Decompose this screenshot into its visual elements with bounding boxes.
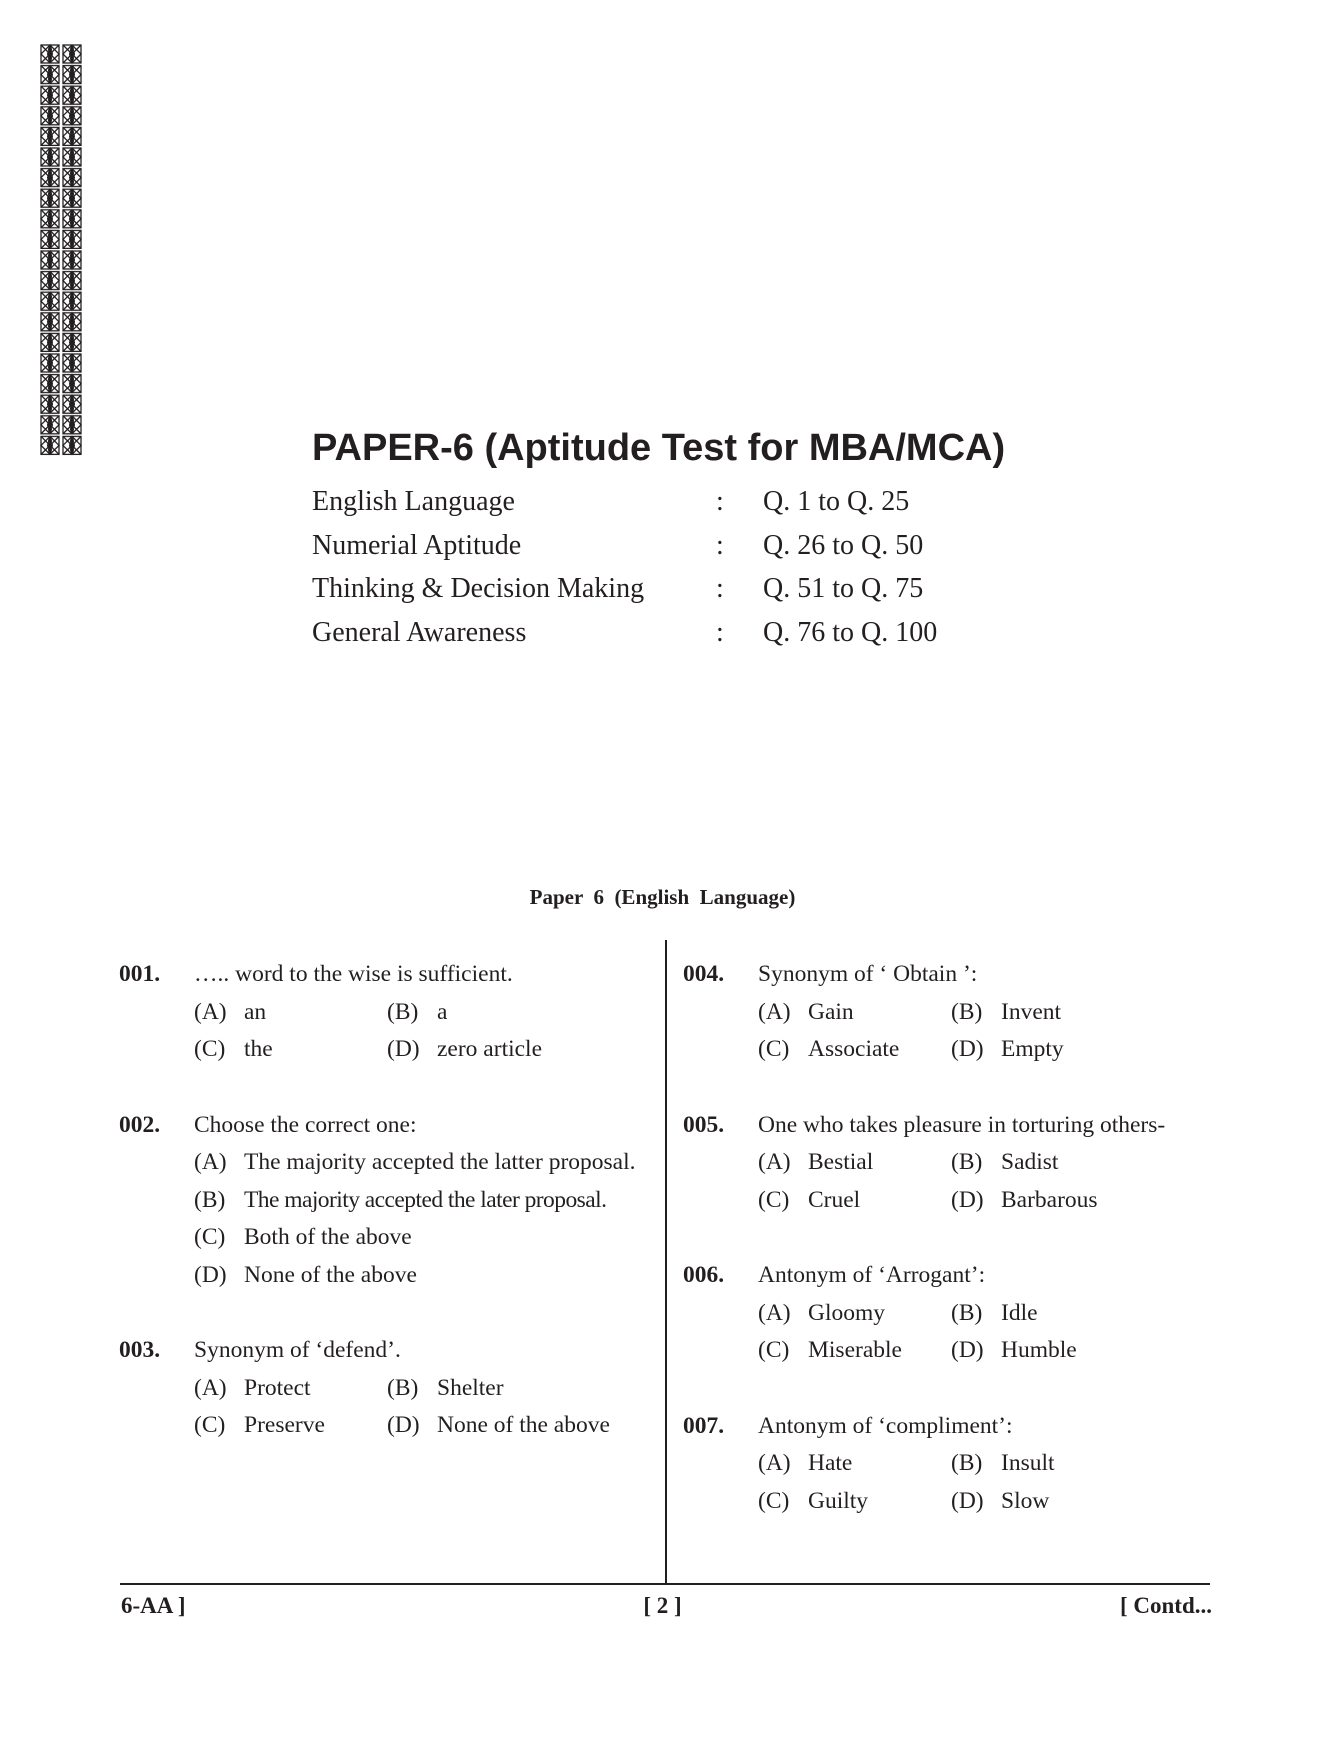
option-a: (A) Gain [758, 998, 854, 1025]
section-separator: : [716, 529, 724, 561]
section-separator: : [716, 486, 724, 517]
option-a: (A) The majority accepted the latter proposal. [194, 1149, 636, 1175]
question-number: 003. [119, 1337, 161, 1363]
option-b: (B) Insult [951, 1450, 1055, 1476]
section-range: Q. 26 to Q. 50 [763, 529, 924, 561]
section-name: English Language [312, 486, 515, 517]
footer-paper-code: 6-AA ] [121, 1593, 186, 1618]
option-b: (B) Idle [951, 1299, 1038, 1326]
option-c: (C) Associate [758, 1036, 900, 1062]
question-column-left [119, 956, 659, 1483]
decorative-border-ornament [40, 44, 84, 456]
footer-page-number: [ 2 ] [643, 1593, 682, 1618]
question-number: 005. [683, 1111, 725, 1138]
question-007 [683, 1408, 1223, 1521]
section-row [312, 528, 1012, 572]
section-row [312, 615, 1012, 659]
question-number: 007. [683, 1412, 725, 1439]
option-d: (D) Barbarous [951, 1186, 1098, 1213]
option-a: (A) Gloomy [758, 1299, 886, 1326]
section-range: Q. 51 to Q. 75 [763, 573, 924, 604]
option-d: (D) None of the above [387, 1412, 610, 1438]
section-separator: : [716, 573, 724, 604]
option-a: (A) Protect [194, 1374, 311, 1401]
option-c: (C) the [194, 1036, 273, 1062]
question-004 [683, 956, 1223, 1069]
section-separator: : [716, 616, 724, 648]
section-row [312, 484, 1012, 528]
question-text: Antonym of ‘Arrogant’: [758, 1262, 986, 1288]
option-c: (C) Preserve [194, 1412, 325, 1438]
option-d: (D) Slow [951, 1487, 1050, 1514]
option-c: (C) Cruel [758, 1186, 861, 1213]
option-c: (C) Guilty [758, 1487, 869, 1514]
option-d: (D) None of the above [194, 1261, 417, 1288]
option-d: (D) Humble [951, 1337, 1077, 1363]
option-c: (C) Both of the above [194, 1224, 412, 1250]
option-a: (A) Hate [758, 1450, 853, 1476]
question-006 [683, 1257, 1223, 1370]
section-name: Numerial Aptitude [312, 529, 522, 561]
paper-title: PAPER-6 (Aptitude Test for MBA/MCA) [312, 427, 1006, 469]
paper-section-heading: Paper 6 (English Language) [529, 885, 796, 909]
section-range: Q. 1 to Q. 25 [763, 486, 910, 517]
question-text: Choose the correct one: [194, 1111, 417, 1138]
section-row [312, 571, 1012, 615]
section-list [312, 484, 1012, 658]
option-b: (B) Sadist [951, 1149, 1059, 1175]
option-a: (A) Bestial [758, 1149, 874, 1175]
question-number: 002. [119, 1111, 161, 1138]
question-column-right [683, 956, 1223, 1558]
option-b: (B) a [387, 998, 448, 1025]
question-005 [683, 1107, 1223, 1220]
section-name: General Awareness [312, 616, 527, 648]
question-text: Antonym of ‘compliment’: [758, 1412, 1013, 1439]
question-number: 001. [119, 961, 161, 987]
option-a: (A) an [194, 998, 267, 1025]
question-002 [119, 1107, 659, 1295]
option-d: (D) zero article [387, 1036, 543, 1062]
column-divider [665, 940, 667, 1585]
question-text: ….. word to the wise is sufficient. [194, 961, 513, 987]
option-c: (C) Miserable [758, 1337, 902, 1363]
question-text: Synonym of ‘defend’. [194, 1337, 401, 1363]
footer-continued: [ Contd... [1119, 1593, 1212, 1618]
option-d: (D) Empty [951, 1036, 1064, 1062]
section-name: Thinking & Decision Making [312, 573, 645, 604]
question-001 [119, 956, 659, 1069]
question-number: 004. [683, 961, 725, 987]
question-text: Synonym of ‘ Obtain ’: [758, 961, 978, 987]
question-text: One who takes pleasure in torturing others- [758, 1111, 1166, 1138]
section-range: Q. 76 to Q. 100 [763, 616, 938, 648]
question-003 [119, 1332, 659, 1445]
footer-rule [120, 1583, 1210, 1585]
question-number: 006. [683, 1262, 725, 1288]
option-b: (B) Invent [951, 998, 1062, 1025]
option-b: (B) Shelter [387, 1374, 504, 1401]
option-b: (B) The majority accepted the later proposal. [194, 1186, 607, 1213]
